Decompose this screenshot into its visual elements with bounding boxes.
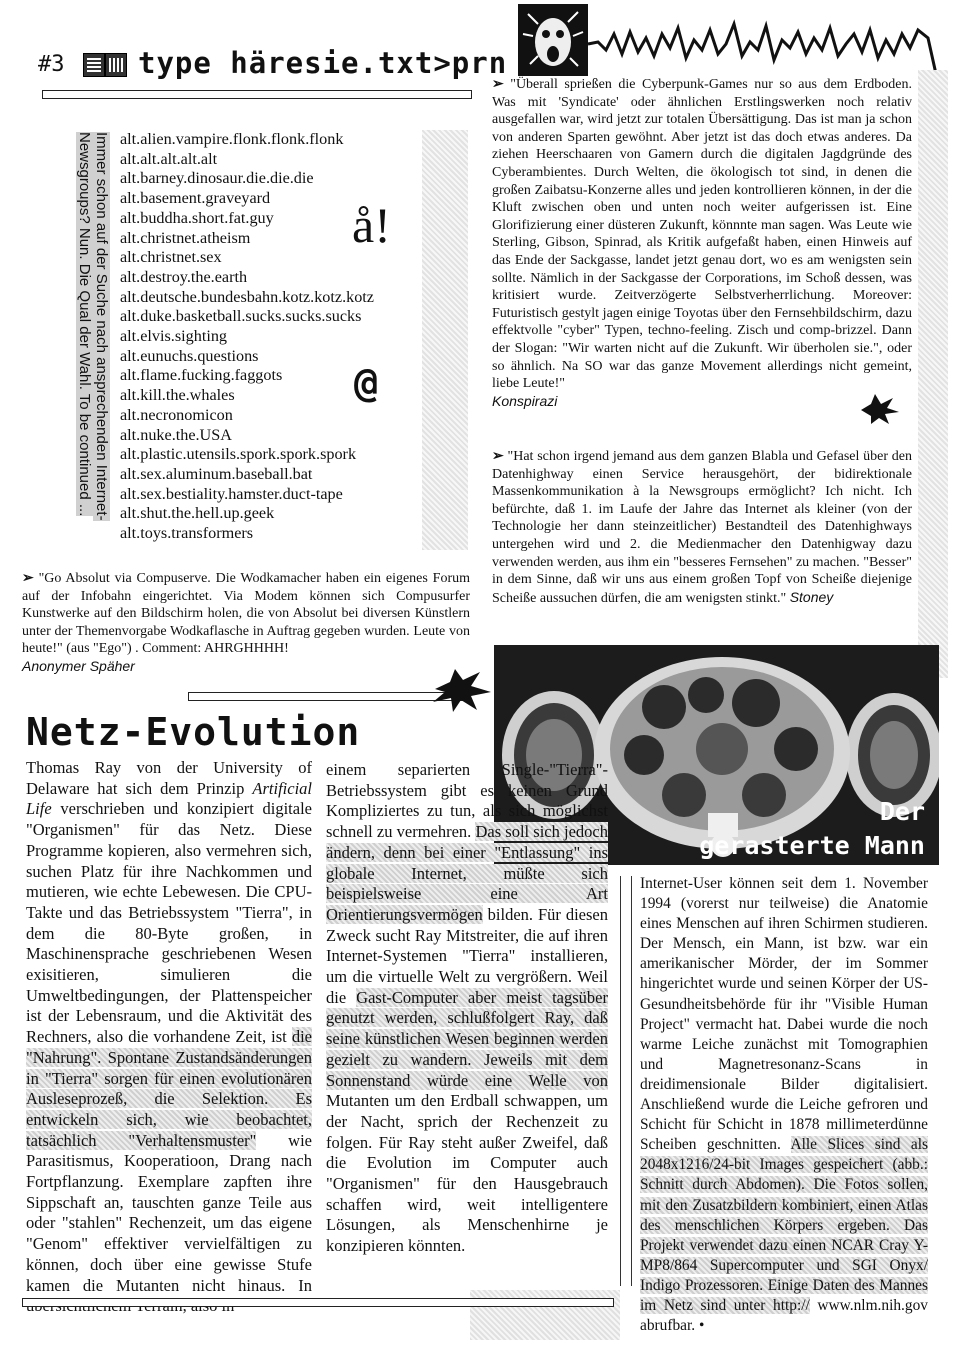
- sidebar-article: [640, 874, 928, 1336]
- quote-text: "Go Absolut via Compuserve. Die Wodkamacher haben ein eigenes Forum auf der Infobahn eingerichtet. Via Modem können sich Compusurfer Kunstwerke auf den Bildschirm holen, die von Absolut bei diversen Künstlern unter der Themenvorgabe Wodkaflasche in Auftrag gegeben wurden. Leute von heute!" (aus "Ego") . Comment: AHRGHHHH!: [22, 571, 471, 657]
- article-text: Internet-User können seit dem 1. November 1994 (vorerst nur teilweise) die Anatomie eines Menschen auf ihren Schirmen studieren. Der Mensch, ein Mann, ist bzw. war ein amerikanischer Mörder, der im Sommer hingerichtet wurde und seinen Körper der US-Gesundheitsbehörde für ihr "Visible Human Project" vermacht hat. Dabei wurde die noch warme Leiche zunächst mit Tomographien und Magnetresonanz-Scans in dreidimensionale Bilder digitalisiert. Anschließend wurde die Leiche gefroren und Schicht für Schicht in 1878 millimeterdünne Scheiben geschnitten.: [640, 875, 928, 1154]
- list-item: alt.sex.bestiality.hamster.duct-tape: [120, 484, 343, 503]
- vertical-note-text: Immer schon auf der Suche nach ansprechenden Internet-Newsgroups? Nun. Die Qual der Wahl. To be continued ...: [76, 132, 110, 521]
- caption-line: gerasterte Mann: [699, 831, 925, 860]
- at-sign-icon: @: [354, 360, 379, 406]
- list-item: alt.eunuchs.questions: [120, 346, 259, 365]
- vertical-note: [36, 132, 110, 552]
- article-text: www.nlm.nih.gov abrufbar. •: [640, 1296, 928, 1335]
- list-item: alt.christnet.atheism: [120, 228, 251, 247]
- quote-datenhighway: [492, 448, 912, 607]
- caption-line: Der: [879, 797, 925, 826]
- quote-author: Konspirazi: [492, 392, 558, 409]
- article-italic-term: Artificial Life: [26, 778, 312, 819]
- list-item: alt.shut.the.hell.up.geek: [120, 504, 275, 523]
- a-ring-decoration: å!: [352, 197, 391, 253]
- arrow-icon: ➢: [22, 571, 34, 586]
- article-text: Thomas Ray von der University of Delaware hat sich dem Prinzip: [26, 758, 312, 798]
- list-item: alt.necronomicon: [120, 405, 233, 424]
- list-item: alt.plastic.utensils.spork.spork.spork: [120, 445, 357, 464]
- page-title: type häresie.txt>prn: [138, 46, 508, 80]
- quote-author: Anonymer Späher: [22, 657, 135, 674]
- article-column-1: [26, 758, 312, 1317]
- list-item: alt.kill.the.whales: [120, 386, 235, 405]
- quote-text: "Überall sprießen die Cyberpunk-Games nur so aus dem Erdboden. Was mit 'Syndicate' oder ähnlichen Erstlingswerken noch relativ ausgefallen war, wird jetzt zur totalen Übersättigung. Das ist man ja schon von anderen Sparten gewöhnt. Aber jetzt ist das doch etwas anderes. Da ziehen Heerschaaren von Gamern durch die digitalen Jagdgründe des Cyberambientes. Durch Welten, die ökologisch tot sind, in denen die großen Zaibatsu-Konzerne alles und jeden kontrollieren können, in der die Kluft zwischen oben und unten noch weiter aufgerissen ist. Eine Glorifizierung einer düsteren Zukunft, könnnte man sagen. Was Leute wie Sterling, Gibson, Spinrad, als Kritik aufgefaßt haben, einen Hinweis auf das Ende der Sackgasse, landet jetzt genau dort, wo es am wenigsten sein sollte. Nämlich in der Sackgasse der Corporations, im Schoß dessen, was kritisiert wurde. Zeitverzögerte Selbstverherrlichung. Moreover: Futuristisch gestylt jagen einige Toyotas über den Fernsehbildschirm, dazu effektvolle "cyber" Typen, techno-feeling. Zisch und comp-brizzel. Dann der Slogan: "Wir warten nicht auf die Zukunft. Wir überholen sie.", oder so ähnlich. Na SO war das ganze Movement allerdings nicht gemeint, liebe Leute!": [492, 77, 913, 392]
- list-item: alt.basement.graveyard: [120, 189, 271, 208]
- list-item: alt.deutsche.bundesbahn.kotz.kotz.kotz: [120, 287, 374, 306]
- list-item: alt.nuke.the.USA: [120, 425, 232, 444]
- article-highlight: Das soll sich jedoch ändern, denn bei einer "Entlassung" ins globale Internet, müßte sich beispielsweise eine Art Orientierungsvermögen: [326, 822, 609, 924]
- ink-splat-icon: [855, 392, 901, 426]
- quote-text: "Hat schon irgend jemand aus dem ganzen Blabla und Gefasel über den Datenhighway einen Service herausgehört, der bidirektionale Massenkommunikation à la Newsgroups ermöglicht? Ich nicht. Ich befürchte, daß 1. im Laufe der Jahre das Internet als kleiner (von der Technologie her dann steinzeitlicher) Bestandteil des Datenhighways untergehen wird und 2. die Medienmacher den Datenhigway dazu verwenden werden, aus ihm ein "besseres Fernsehen" zu machen. "Besser" in dem Sinne, daß wir uns aus einem großen Topf von Scheiße diejenige Scheiße aussuchen dürfen, die am wenigsten stinkt.": [492, 449, 912, 606]
- list-item: alt.duke.basketball.sucks.sucks.sucks: [120, 307, 362, 326]
- ink-splat-icon: [425, 664, 495, 714]
- article-text: bilden. Für diesen Zweck sucht Ray Mitstreiter, die auf ihren Internet-Systemen "Tierra" installieren, um die virtuelle Welt zu vergrößern. Weil die: [326, 904, 608, 1007]
- header-toolbar-icons: [83, 53, 127, 77]
- article-column-2: [326, 760, 608, 1257]
- list-item: alt.sex.aluminum.baseball.bat: [120, 464, 313, 483]
- image-caption: [640, 795, 925, 863]
- quote-author: Stoney: [789, 588, 834, 605]
- list-item: alt.barney.dinosaur.die.die.die: [120, 169, 314, 188]
- quote-cyberpunk: [492, 76, 912, 411]
- quote-absolut: [22, 570, 470, 677]
- header-divider-bar: [42, 90, 472, 99]
- article-text: verschrieben und konzipiert digitale "Organismen" für das Netz. Diese Programme kopieren, also vermehren sich, suchen Platz für ihre Nachkommen und mutieren, wie echte Lebewesen. Die CPU-Takte und das Betriebssystem "Tierra", in dem die 80-Byte großen, in Maschinensprache geschriebenen Wesen exisitieren, simulieren die Umweltbedingungen, der Plattenspeicher ist der Lebensraum, und die Aktivität des Rechners, also die vorhandene Zeit, ist: [26, 799, 312, 1047]
- list-item: alt.elvis.sighting: [120, 327, 228, 346]
- list-item: alt.flame.fucking.faggots: [120, 366, 283, 385]
- article-highlight: die "Nahrung". Spontane Zustandsänderungen in "Tierra" sorgen für einen evolutionären Ausleseprozeß, die Selektion. Es entwickeln sich, wie beobachtet, tatsächlich "Verhaltensmuster": [26, 1027, 312, 1150]
- list-item: alt.alien.vampire.flonk.flonk.flonk: [120, 130, 344, 148]
- issue-number: #3: [38, 52, 65, 77]
- window-icon: [105, 53, 127, 77]
- list-item: alt.christnet.sex: [120, 248, 222, 267]
- waveform-line: [588, 24, 936, 74]
- arrow-icon: ➢: [492, 77, 504, 92]
- column-divider: [620, 876, 632, 1286]
- article-highlight: Gast-Computer aber meist tagsüber genutzt werden, schlußfolgert Ray, daß seine künstlichen Wesen beginnen werden gezielt zu wandern. Jeweils mit dem Sonnenstand würde eine Welle von: [326, 987, 608, 1090]
- shaded-sidebar: [918, 70, 948, 678]
- list-item: alt.buddha.short.fat.guy: [120, 208, 274, 227]
- list-item: alt.destroy.the.earth: [120, 267, 248, 286]
- window-icon: [83, 53, 105, 77]
- article-highlight: Alle Slices sind als 2048x1216/24-bit Images gespeichert (abb.: Schnitt durch Abdomen). Die Fotos sollen, mit den Zusatzbildern kombiniert, einen Atlas des menschlichen Körpers ergeben. Das Projekt verwendet dazu einen NCAR Cray Y-MP8/864 Supercomputer und SGI Onyx/ Indigo Prozessoren. Einige Daten des Mannes im Netz sind unter http://: [640, 1136, 928, 1314]
- article-text: Mutanten um den Erdball schwappen, um der Nacht, sprich der Rechenzeit zu folgen. Für Ray steht außer Zweifel, daß die Evolution im Computer auch "Organismen" für den Hausgebrauch schaffen wird, weit intelligentere Lösungen, als Menschenhirne je konzipieren könnten.: [326, 1091, 608, 1256]
- list-item: alt.alt.alt.alt.alt: [120, 149, 218, 168]
- list-item: alt.toys.transformers: [120, 524, 254, 543]
- newsgroup-list: [120, 130, 440, 544]
- arrow-icon: ➢: [492, 449, 504, 464]
- article-text: wie Parasitismus, Kooperatioon, Drang nach Fortpflanzung. Exemplare zapften ihre Sippschaft an, tauschten ganze Teile aus oder "stahlen" Rechenzeit, um das eigene "Genom" effektiver vervielfältigen zu können, doch über eine gewisse Stufe kamen die Mutanten nicht hinaus. In: [26, 1130, 312, 1295]
- article-text: einem separierten Single-"Tierra"-Betriebssystem gibt es keinen Grund Kompliziertes zu tun, als sich möglichst schnell zu vermehren.: [326, 760, 608, 842]
- article-title: Netz-Evolution: [26, 710, 361, 754]
- scream-waveform-illustration: [518, 4, 938, 84]
- footer-divider-bar: [22, 1298, 614, 1307]
